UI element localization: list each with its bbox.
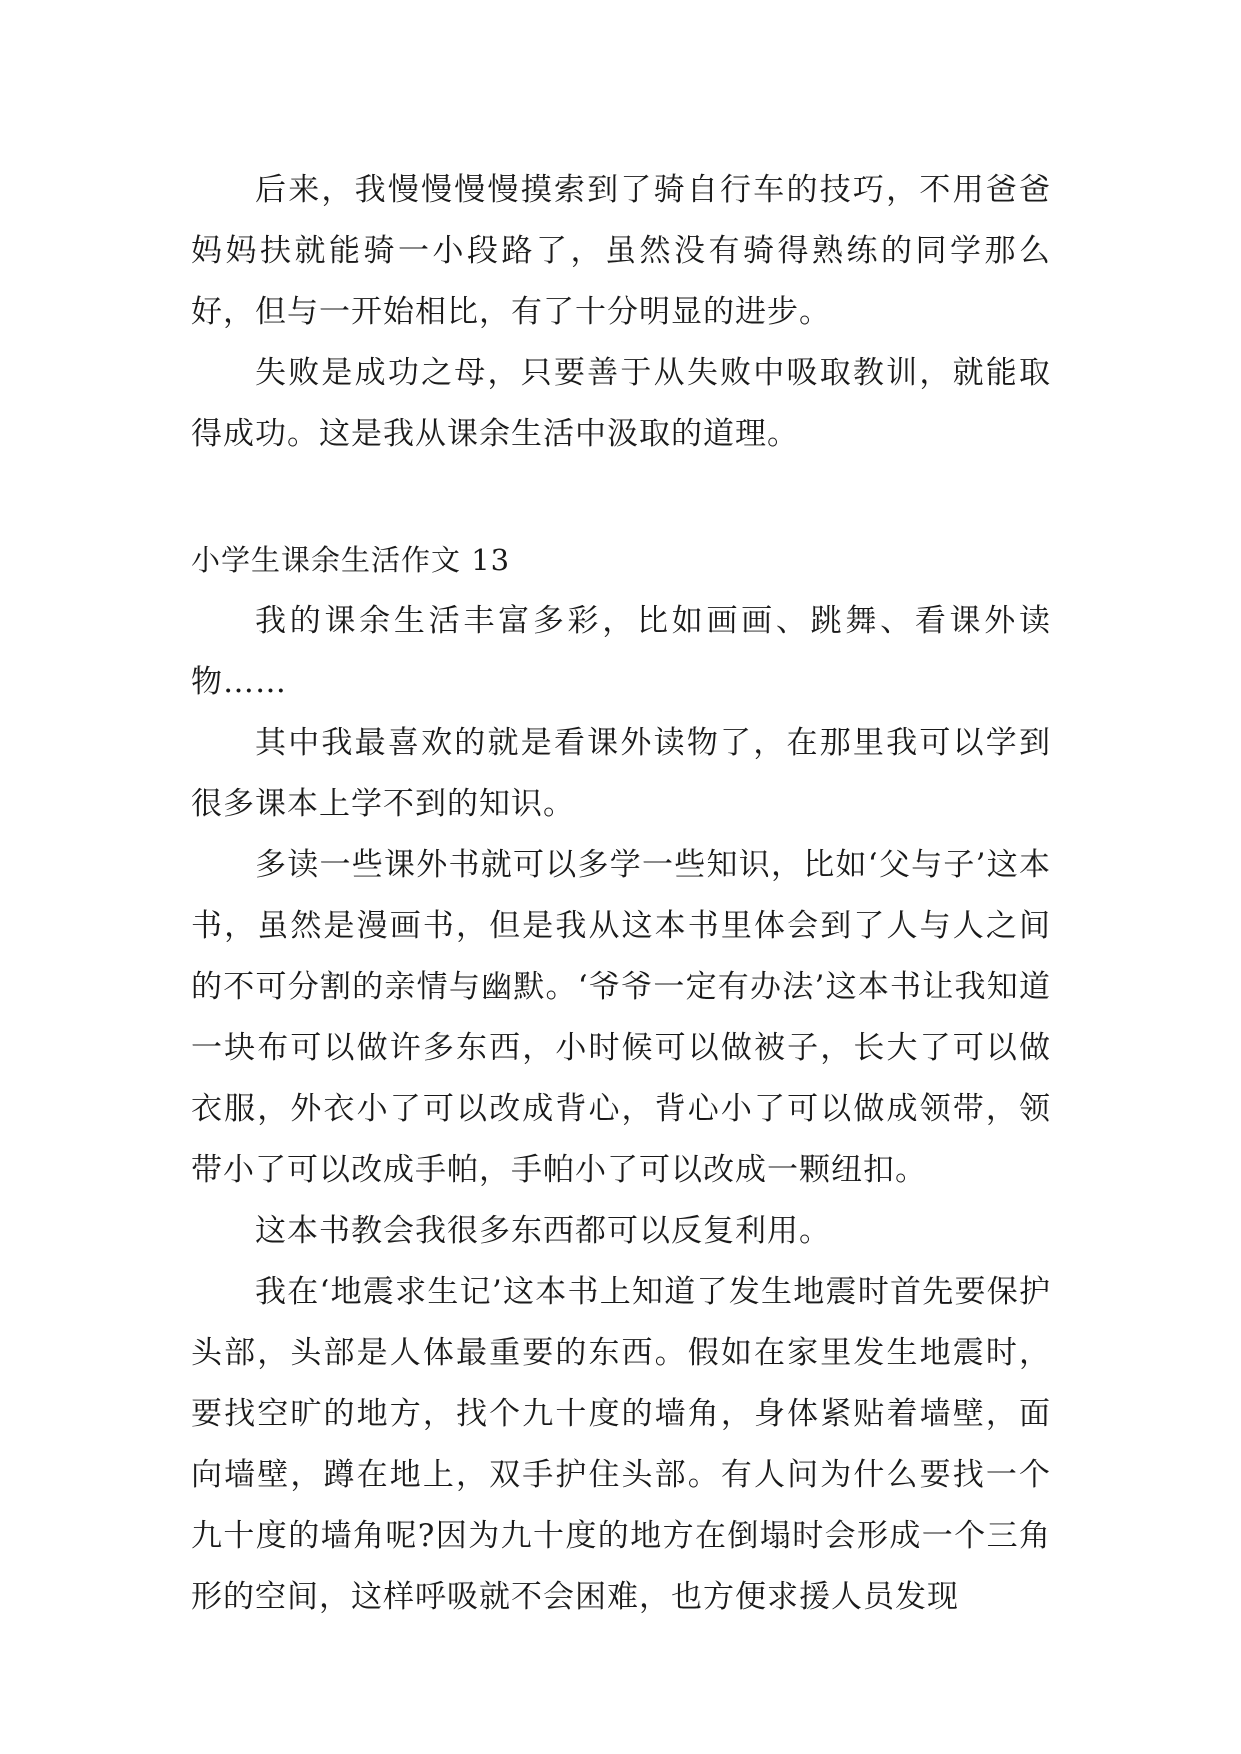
paragraph: 我的课余生活丰富多彩，比如画画、跳舞、看课外读物……: [191, 603, 1051, 700]
paragraph: 多读一些课外书就可以多学一些知识，比如‘父与子’这本书，虽然是漫画书，但是我从这本书里体会到了人与人之间的不可分割的亲情与幽默。‘爷爷一定有办法’这本书让我知道一块布可以做许多东西，小时候可以做被子，长大了可以做衣服，外衣小了可以改成背心，背心小了可以做成领带，领带小了可以改成手帕，手帕小了可以改成一颗纽扣。: [191, 847, 1051, 1188]
paragraph: 这本书教会我很多东西都可以反复利用。: [255, 1213, 831, 1249]
paragraph: 我在‘地震求生记’这本书上知道了发生地震时首先要保护头部，头部是人体最重要的东西。假如在家里发生地震时，要找空旷的地方，找个九十度的墙角，身体紧贴着墙壁，面向墙壁，蹲在地上，双手护住头部。有人问为什么要找一个九十度的墙角呢?因为九十度的地方在倒塌时会形成一个三角形的空间，这样呼吸就不会困难，也方便求援人员发现: [191, 1274, 1051, 1615]
paragraph: 失败是成功之母，只要善于从失败中吸取教训，就能取得成功。这是我从课余生活中汲取的道理。: [191, 355, 1051, 452]
document-body: [191, 160, 1051, 1628]
paragraph: 其中我最喜欢的就是看课外读物了，在那里我可以学到很多课本上学不到的知识。: [191, 725, 1051, 822]
section-title: 小学生课余生活作文 13: [191, 543, 511, 577]
paragraph: 后来，我慢慢慢慢摸索到了骑自行车的技巧，不用爸爸妈妈扶就能骑一小段路了，虽然没有骑得熟练的同学那么好，但与一开始相比，有了十分明显的进步。: [191, 172, 1051, 330]
section-spacer: [191, 465, 1051, 530]
